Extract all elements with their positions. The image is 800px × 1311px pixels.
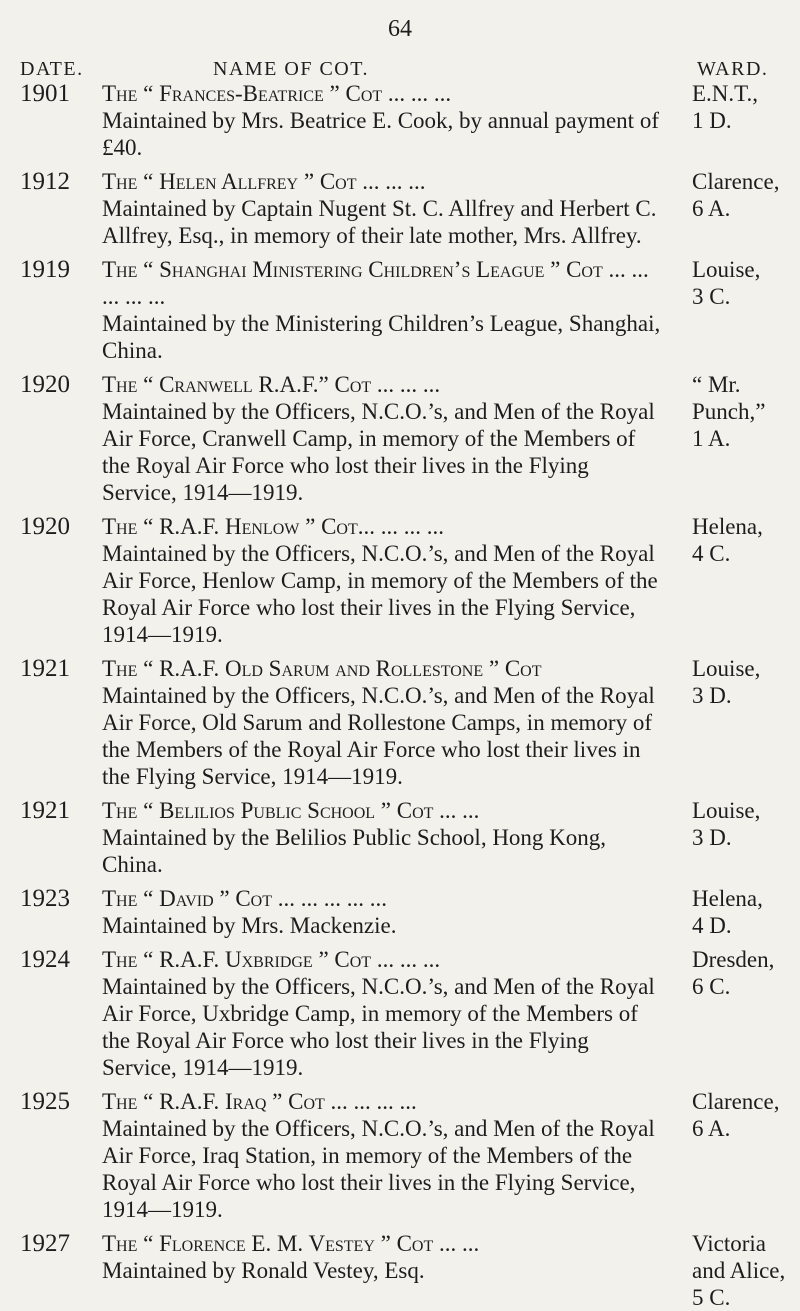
- cot-body: [102, 946, 662, 1081]
- cot-name: The “ R.A.F. Iraq ” Cot ... ... ... ...: [102, 1089, 417, 1114]
- cot-name: The “ R.A.F. Old Sarum and Rollestone ” Cot: [102, 656, 542, 681]
- cot-name: The “ Shanghai Ministering Children’s League ” Cot ... ... ... ... ...: [102, 257, 649, 309]
- cot-description: Maintained by the Officers, N.C.O.’s, and Men of the Royal Air Force, Henlow Camp, in memory of the Members of the Royal Air Force who lost their lives in the Flying Service, 1914—1919.: [102, 541, 658, 647]
- cot-name: The “ Frances-Beatrice ” Cot ... ... ...: [102, 81, 452, 106]
- cot-ward: Louise, 3 D.: [692, 798, 761, 850]
- cot-ward: Dresden, 6 C.: [692, 947, 775, 999]
- cot-body: [102, 371, 662, 506]
- cot-date: 1927: [20, 1230, 70, 1257]
- cot-date: 1921: [20, 655, 70, 682]
- date-column-header: DATE.: [20, 58, 84, 80]
- cot-description: Maintained by Mrs. Beatrice E. Cook, by annual payment of £40.: [102, 108, 659, 160]
- cot-description: Maintained by the Ministering Children’s League, Shanghai, China.: [102, 311, 661, 363]
- cot-ward: Clarence, 6 A.: [692, 1089, 780, 1141]
- cot-entry: [0, 946, 800, 1081]
- cot-name: The “ Helen Allfrey ” Cot ... ... ...: [102, 169, 426, 194]
- cot-body: [102, 513, 662, 648]
- cot-body: [102, 655, 662, 790]
- cot-date: 1925: [20, 1088, 70, 1115]
- cot-body: [102, 1088, 662, 1223]
- cot-date: 1920: [20, 371, 70, 398]
- cot-ward: Victoria and Alice, 5 C.: [692, 1231, 786, 1310]
- cot-date: 1920: [20, 513, 70, 540]
- cot-entry: [0, 797, 800, 878]
- cot-name: The “ Florence E. M. Vestey ” Cot ... ...: [102, 1231, 480, 1256]
- cot-ward: E.N.T., 1 D.: [692, 81, 759, 133]
- cot-date: 1924: [20, 946, 70, 973]
- cot-description: Maintained by Mrs. Mackenzie.: [102, 913, 397, 938]
- cot-description: Maintained by Ronald Vestey, Esq.: [102, 1258, 425, 1283]
- cot-body: [102, 256, 662, 364]
- cot-ward: Helena, 4 C.: [692, 514, 763, 566]
- ward-column-header: WARD.: [697, 58, 769, 80]
- cot-ward: Louise, 3 D.: [692, 656, 761, 708]
- cot-entry: [0, 168, 800, 249]
- cot-body: [102, 885, 662, 939]
- cot-entry: [0, 371, 800, 506]
- cot-description: Maintained by the Officers, N.C.O.’s, and Men of the Royal Air Force, Old Sarum and Rollestone Camps, in memory of the Members of the Royal Air Force who lost their lives in the Flying Service, 1914—1919.: [102, 683, 655, 789]
- cot-entry: [0, 513, 800, 648]
- cot-description: Maintained by the Officers, N.C.O.’s, and Men of the Royal Air Force, Uxbridge Camp, in memory of the Members of the Royal Air Force who lost their lives in the Flying Service, 1914—1919.: [102, 974, 655, 1080]
- cot-ward: Clarence, 6 A.: [692, 169, 780, 221]
- cot-date: 1921: [20, 797, 70, 824]
- name-column-header: NAME OF COT.: [213, 58, 369, 80]
- cot-ward: Louise, 3 C.: [692, 257, 761, 309]
- cot-ward: Helena, 4 D.: [692, 886, 763, 938]
- cot-body: [102, 80, 662, 161]
- cot-list: [0, 80, 800, 1310]
- cot-body: [102, 1230, 662, 1284]
- cot-date: 1901: [20, 80, 70, 107]
- cot-description: Maintained by Captain Nugent St. C. Allfrey and Herbert C. Allfrey, Esq., in memory of their late mother, Mrs. Allfrey.: [102, 196, 657, 248]
- cot-body: [102, 168, 662, 249]
- cot-entry: [0, 1088, 800, 1223]
- cot-name: The “ David ” Cot ... ... ... ... ...: [102, 886, 388, 911]
- cot-entry: [0, 80, 800, 161]
- cot-description: Maintained by the Officers, N.C.O.’s, and Men of the Royal Air Force, Iraq Station, in memory of the Members of the Royal Air Force who lost their lives in the Flying Service, 1914—1919.: [102, 1116, 655, 1222]
- cot-name: The “ R.A.F. Uxbridge ” Cot ... ... ...: [102, 947, 441, 972]
- cot-body: [102, 797, 662, 878]
- page-number: 64: [388, 16, 412, 42]
- cot-description: Maintained by the Belilios Public School, Hong Kong, China.: [102, 825, 607, 877]
- cot-date: 1919: [20, 256, 70, 283]
- cot-ward: “ Mr. Punch,” 1 A.: [692, 372, 766, 451]
- cot-entry: [0, 1230, 800, 1310]
- cot-date: 1912: [20, 168, 70, 195]
- cot-name: The “ R.A.F. Henlow ” Cot... ... ... ...: [102, 514, 444, 539]
- cot-entry: [0, 256, 800, 364]
- cot-name: The “ Belilios Public School ” Cot ... ...: [102, 798, 480, 823]
- cot-entry: [0, 885, 800, 939]
- cot-name: The “ Cranwell R.A.F.” Cot ... ... ...: [102, 372, 441, 397]
- cot-entry: [0, 655, 800, 790]
- cot-description: Maintained by the Officers, N.C.O.’s, and Men of the Royal Air Force, Cranwell Camp, in memory of the Members of the Royal Air Force who lost their lives in the Flying Service, 1914—1919.: [102, 399, 655, 505]
- cot-date: 1923: [20, 885, 70, 912]
